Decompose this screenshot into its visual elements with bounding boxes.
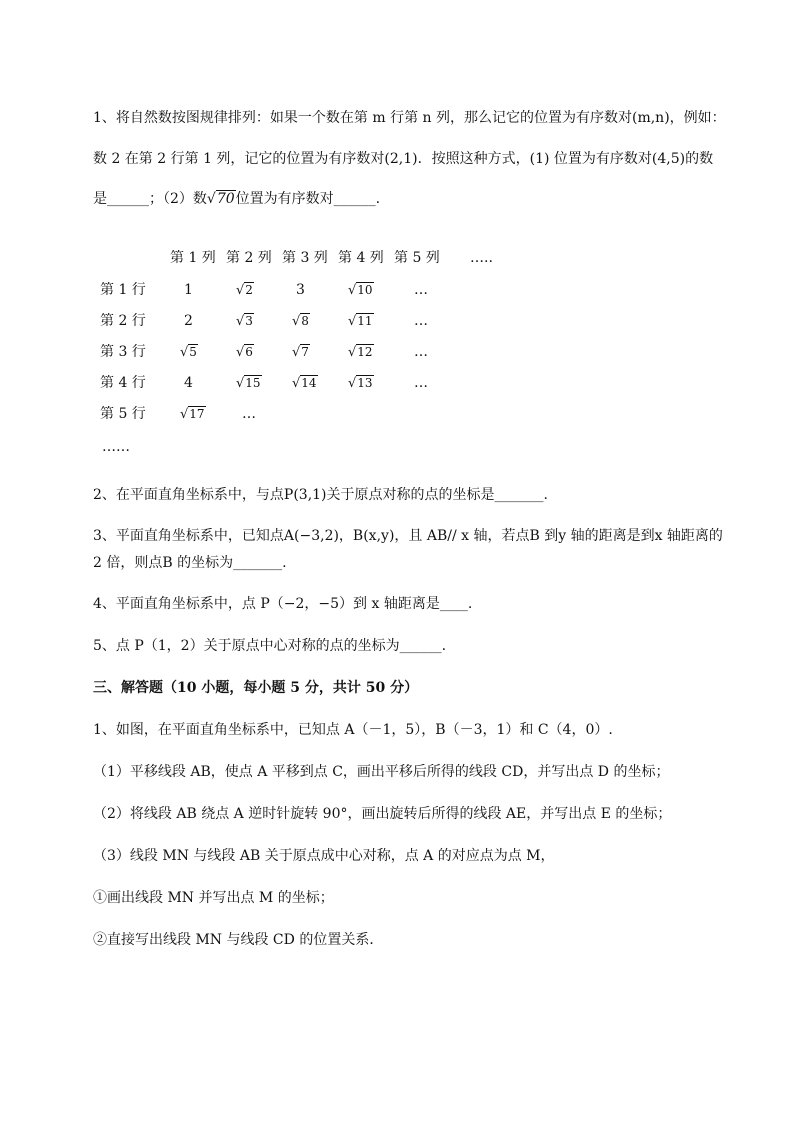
- row-label: 第 5 行: [100, 406, 146, 422]
- table-cell: √2: [236, 283, 253, 298]
- row-label: 第 3 行: [100, 344, 146, 360]
- table-cell: √7: [292, 345, 309, 360]
- q5-text: 5、点 P（1，2）关于原点中心对称的点的坐标为______.: [93, 638, 447, 654]
- table-cell: √14: [292, 376, 317, 391]
- p1-sub1: ①画出线段 MN 并写出点 M 的坐标；: [93, 890, 334, 906]
- col-header: 第 3 列: [282, 250, 328, 266]
- table-continuation: ……: [102, 439, 130, 455]
- col-header: 第 5 列: [394, 250, 440, 266]
- table-cell: …: [414, 344, 428, 360]
- table-cell: √17: [180, 407, 205, 422]
- table-cell: √10: [348, 283, 373, 298]
- table-cell: 2: [184, 313, 193, 329]
- table-cell: √12: [348, 345, 373, 360]
- table-cell: …: [414, 282, 428, 298]
- q1-line2: 数 2 在第 2 行第 1 列，记它的位置为有序数对(2,1)．按照这种方式，(1) 位置为有序数对(4,5)的数: [93, 151, 714, 167]
- p1-part3: （3）线段 MN 与线段 AB 关于原点成中心对称，点 A 的对应点为点 M，: [93, 848, 555, 864]
- p1-part2: （2）将线段 AB 绕点 A 逆时针旋转 90°，画出旋转后所得的线段 AE，并写出点 E 的坐标；: [93, 806, 672, 822]
- row-label: 第 4 行: [100, 375, 146, 391]
- q1-sqrt-radicand: 70: [216, 191, 235, 207]
- table-cell: √6: [236, 345, 253, 360]
- table-cell: √3: [236, 314, 253, 329]
- table-cell: √15: [236, 376, 261, 391]
- q1-line1: 1、将自然数按图规律排列：如果一个数在第 m 行第 n 列，那么记它的位置为有序数对(m,n)，例如：: [93, 110, 726, 126]
- table-cell: …: [414, 313, 428, 329]
- table-cell: √5: [180, 345, 197, 360]
- sqrt-symbol: √70: [206, 191, 235, 207]
- col-header: …..: [470, 250, 493, 266]
- p1-intro: 1、如图，在平面直角坐标系中，已知点 A（－1，5），B（－3，1）和 C（4，0）.: [93, 722, 613, 738]
- q2-text: 2、在平面直角坐标系中，与点P(3,1)关于原点对称的点的坐标是_______.: [93, 487, 548, 503]
- col-header: 第 4 列: [338, 250, 384, 266]
- q3-line1: 3、平面直角坐标系中，已知点A(−3,2)，B(x,y)，且 AB// x 轴，若点B 到y 轴的距离是到x 轴距离的: [93, 528, 723, 544]
- q4-text: 4、平面直角坐标系中，点 P（−2，−5）到 x 轴距离是____.: [93, 596, 473, 612]
- q1-line3-prefix: 是______；（2）数: [93, 191, 207, 207]
- q3-line2: 2 倍，则点B 的坐标为_______.: [93, 555, 287, 571]
- table-cell: √11: [348, 314, 373, 329]
- section-heading: 三、解答题（10 小题，每小题 5 分，共计 50 分）: [93, 680, 419, 696]
- table-cell: …: [414, 375, 428, 391]
- table-cell: √13: [348, 376, 373, 391]
- col-header: 第 1 列: [170, 250, 216, 266]
- p1-part1: （1）平移线段 AB，使点 A 平移到点 C，画出平移后所得的线段 CD，并写出点 D 的坐标；: [93, 764, 670, 780]
- q1-line3: [93, 189, 380, 209]
- table-cell: 4: [184, 375, 193, 391]
- col-header: 第 2 列: [226, 250, 272, 266]
- table-cell: √8: [292, 314, 309, 329]
- p1-sub2: ②直接写出线段 MN 与线段 CD 的位置关系．: [93, 932, 384, 948]
- row-label: 第 1 行: [100, 282, 146, 298]
- table-cell: …: [242, 406, 256, 422]
- table-cell: 3: [296, 282, 305, 298]
- table-cell: 1: [184, 282, 193, 298]
- row-label: 第 2 行: [100, 313, 146, 329]
- q1-line3-suffix: 位置为有序数对______.: [235, 191, 381, 207]
